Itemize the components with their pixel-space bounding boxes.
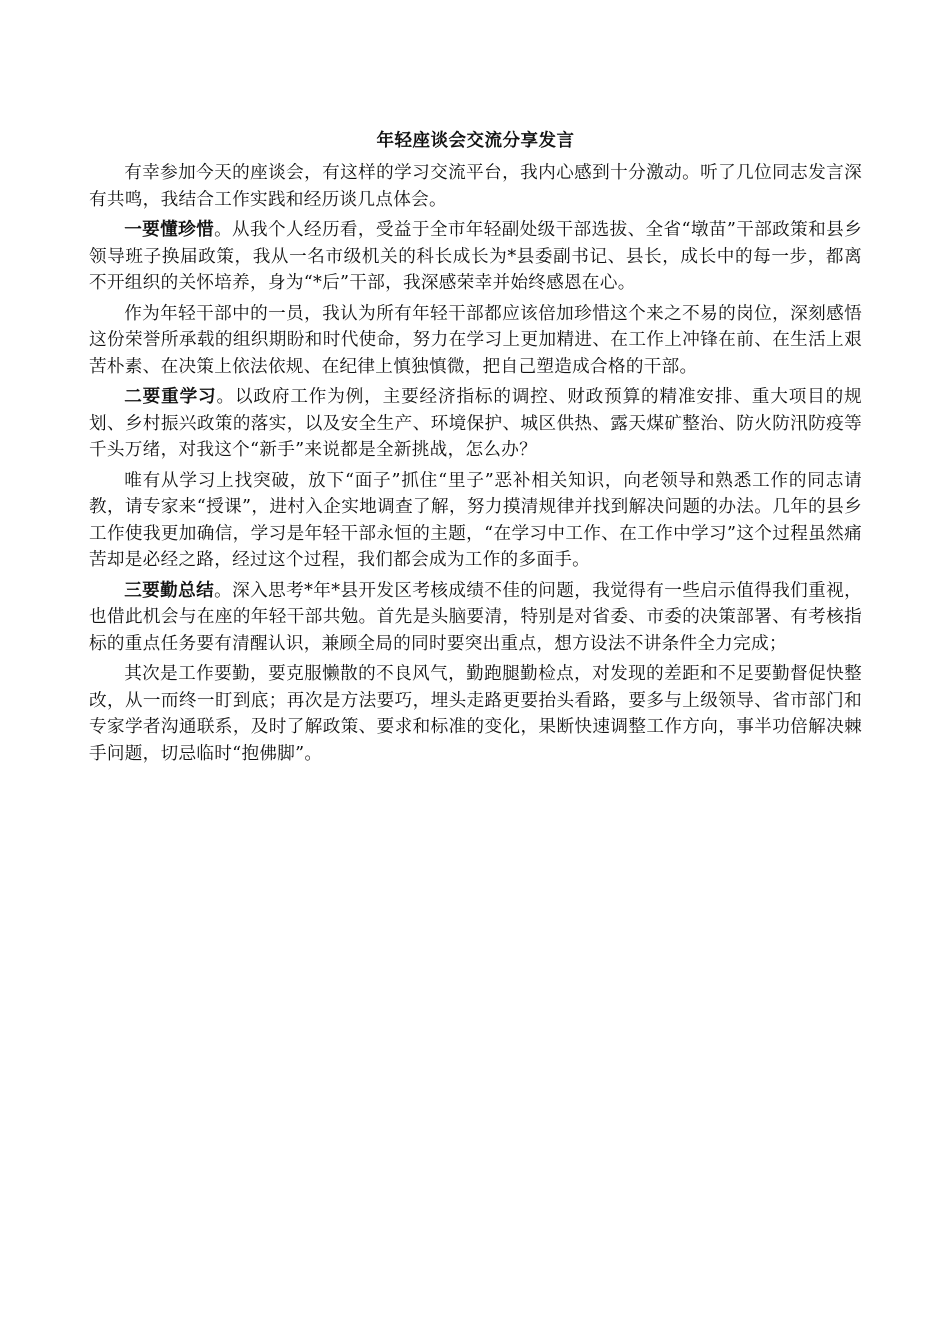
paragraph-intro [89, 160, 862, 213]
paragraph-heading: 一要懂珍惜 [124, 219, 215, 240]
paragraph-text: 。以政府工作为例，主要经济指标的调控、财政预算的精准安排、重大项目的规划、乡村振兴政策的落实，以及安全生产、环境保护、城区供热、露天煤矿整治、防火防汛防疫等千头万绪，对我这个“新手”来说都是全新挑战，怎么办？ [89, 387, 862, 460]
paragraph-point-one [89, 217, 862, 297]
paragraph-text: 唯有从学习上找突破，放下“面子”抓住“里子”恶补相关知识，向老领导和熟悉工作的同志请教，请专家来“授课”，进村入企实地调查了解，努力摸清规律并找到解决问题的办法。几年的县乡工作使我更加确信，学习是年轻干部永恒的主题，“在学习中工作、在工作中学习”这个过程虽然痛苦却是必经之路，经过这个过程，我们都会成为工作的多面手。 [89, 470, 862, 570]
paragraph-text: 作为年轻干部中的一员，我认为所有年轻干部都应该倍加珍惜这个来之不易的岗位，深刻感悟这份荣誉所承载的组织期盼和时代使命，努力在学习上更加精进、在工作上冲锋在前、在生活上艰苦朴素、在决策上依法依规、在纪律上慎独慎微，把自己塑造成合格的干部。 [89, 303, 862, 377]
paragraph-point-two [89, 384, 862, 464]
paragraph-heading: 二要重学习 [124, 386, 217, 407]
paragraph-point-two-detail [89, 468, 862, 574]
paragraph-point-one-detail [89, 301, 862, 381]
paragraph-text: 。深入思考*年*县开发区考核成绩不佳的问题，我觉得有一些启示值得我们重视，也借此机会与在座的年轻干部共勉。首先是头脑要清，特别是对省委、市委的决策部署、有考核指标的重点任务要有清醒认识，兼顾全局的同时要突出重点，想方设法不讲条件全力完成； [89, 580, 862, 654]
paragraph-text: 有幸参加今天的座谈会，有这样的学习交流平台，我内心感到十分激动。听了几位同志发言深有共鸣，我结合工作实践和经历谈几点体会。 [89, 163, 862, 210]
document-title: 年轻座谈会交流分享发言 [376, 131, 575, 151]
paragraph-point-three-detail [89, 661, 862, 767]
document-body [89, 128, 862, 771]
paragraph-text: 。从我个人经历看，受益于全市年轻副处级干部选拔、全省“墩苗”干部政策和县乡领导班子换届政策，我从一名市级机关的科长成长为*县委副书记、县长，成长中的每一步，都离不开组织的关怀培养，身为“*后”干部，我深感荣幸并始终感恩在心。 [89, 220, 862, 293]
paragraph-heading: 三要勤总结 [124, 579, 215, 601]
paragraph-text: 其次是工作要勤，要克服懒散的不良风气，勤跑腿勤检点，对发现的差距和不足要勤督促快整改，从一而终一盯到底；再次是方法要巧，埋头走路更要抬头看路，要多与上级领导、省市部门和专家学者沟通联系，及时了解政策、要求和标准的变化，果断快速调整工作方向，事半功倍解决棘手问题，切忌临时“抱佛脚”。 [89, 664, 862, 764]
paragraph-point-three [89, 578, 862, 658]
